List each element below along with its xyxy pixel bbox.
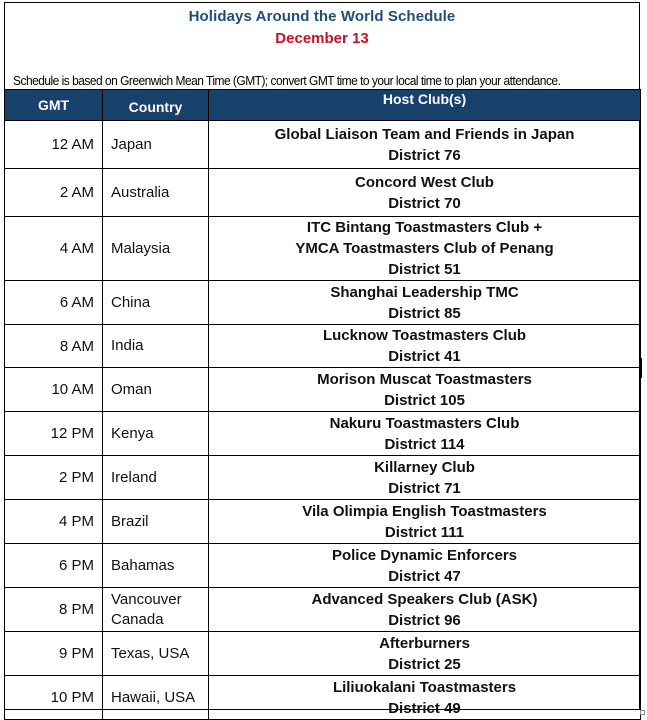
gmt-time-cell: 4 AM: [5, 217, 103, 281]
table-row: [5, 544, 641, 588]
country-cell: [103, 412, 209, 456]
country-name: Japan: [111, 135, 152, 153]
country-name: Oman: [111, 380, 152, 398]
host-club-name: Police Dynamic Enforcers: [331, 546, 518, 564]
gmt-time-cell: 12 PM: [5, 412, 103, 456]
district-label: District 70: [388, 194, 461, 212]
host-club-name: Killarney Club: [374, 458, 475, 476]
table-row: [5, 588, 641, 632]
country-cell: [103, 588, 209, 632]
country-name: Australia: [111, 183, 170, 201]
gmt-time-cell: 8 PM: [5, 588, 103, 632]
header-gmt: GMT: [5, 90, 103, 121]
host-club-cell: [209, 632, 641, 676]
table-row: [5, 456, 641, 500]
gmt-time-cell: 6 AM: [5, 281, 103, 325]
district-label: District 51: [388, 261, 461, 278]
host-club-cell: [209, 500, 641, 544]
host-club-name: YMCA Toastmasters Club of Penang: [295, 240, 554, 257]
schedule-date: December 13: [275, 30, 369, 47]
text-cursor: [641, 358, 642, 378]
host-club-cell: [209, 169, 641, 217]
schedule-table: [4, 89, 641, 720]
host-club-name: Advanced Speakers Club (ASK): [311, 590, 538, 608]
header-country: Country: [103, 90, 209, 121]
gmt-time-cell: 10 PM: [5, 676, 103, 720]
country-cell: [103, 456, 209, 500]
country-cell: [103, 217, 209, 281]
host-club-name: Vila Olimpia English Toastmasters: [302, 502, 547, 520]
table-row: [5, 169, 641, 217]
host-club-cell: [209, 281, 641, 325]
country-cell: [103, 281, 209, 325]
host-club-cell: [209, 121, 641, 169]
district-label: District 96: [388, 611, 461, 629]
district-label: District 47: [388, 567, 461, 585]
district-label: District 71: [388, 479, 461, 497]
gmt-time-cell: 2 PM: [5, 456, 103, 500]
table-row: [5, 412, 641, 456]
country-name: India: [111, 337, 144, 354]
resize-handle[interactable]: [640, 710, 645, 715]
host-club-cell: [209, 544, 641, 588]
gmt-time-cell: 9 PM: [5, 632, 103, 676]
table-row: [5, 217, 641, 281]
country-name: Brazil: [111, 512, 149, 530]
host-club-cell: [209, 217, 641, 281]
table-header-row: [5, 90, 641, 121]
district-label: District 41: [388, 348, 461, 365]
host-club-cell: [209, 588, 641, 632]
gmt-time-cell: 4 PM: [5, 500, 103, 544]
host-club-name: Global Liaison Team and Friends in Japan: [274, 125, 575, 143]
host-club-name: Shanghai Leadership TMC: [330, 283, 519, 301]
country-name: Texas, USA: [111, 644, 190, 662]
country-cell: [103, 676, 209, 720]
country-name: Canada: [111, 610, 164, 628]
gmt-time-cell: 10 AM: [5, 368, 103, 412]
host-club-name: Nakuru Toastmasters Club: [329, 414, 520, 432]
country-cell: [103, 544, 209, 588]
country-name: China: [111, 293, 151, 311]
host-club-cell: [209, 368, 641, 412]
table-row: [5, 632, 641, 676]
table-row: [5, 500, 641, 544]
table-row: [5, 325, 641, 368]
header-host-clubs: Host Club(s): [209, 90, 641, 121]
host-club-name: Lucknow Toastmasters Club: [322, 327, 527, 344]
country-name: Hawaii, USA: [111, 688, 196, 706]
district-label: District 85: [388, 304, 461, 322]
table-row: [5, 121, 641, 169]
country-name: Kenya: [111, 424, 154, 442]
host-club-name: Morison Muscat Toastmasters: [317, 370, 532, 388]
gmt-time-cell: 8 AM: [5, 325, 103, 368]
country-name: Malaysia: [111, 239, 171, 257]
district-label: District 25: [388, 655, 461, 673]
district-label: District 105: [384, 391, 465, 409]
table-row: [5, 281, 641, 325]
gmt-time-cell: 12 AM: [5, 121, 103, 169]
country-cell: [103, 368, 209, 412]
host-club-cell: [209, 456, 641, 500]
table-row: [5, 368, 641, 412]
country-cell: [103, 500, 209, 544]
host-club-name: Liliuokalani Toastmasters: [332, 678, 517, 696]
page-title: Holidays Around the World Schedule: [188, 8, 456, 25]
host-club-cell: [209, 676, 641, 720]
country-cell: [103, 121, 209, 169]
gmt-note: Schedule is based on Greenwich Mean Time (GMT); convert GMT time to your local time to plan your attendance.: [13, 73, 561, 88]
host-club-name: Concord West Club: [355, 173, 494, 191]
table-row: [5, 676, 641, 720]
country-name: Ireland: [111, 468, 157, 486]
host-club-cell: [209, 412, 641, 456]
district-label: District 114: [384, 435, 465, 453]
host-club-name: Afterburners: [379, 634, 470, 652]
host-club-name: ITC Bintang Toastmasters Club +: [306, 219, 543, 236]
country-name: Bahamas: [111, 556, 175, 574]
country-cell: [103, 632, 209, 676]
host-club-cell: [209, 325, 641, 368]
district-label: District 76: [388, 146, 461, 164]
country-name: Vancouver: [111, 590, 182, 608]
district-label: District 49: [388, 699, 461, 717]
gmt-time-cell: 6 PM: [5, 544, 103, 588]
country-cell: [103, 169, 209, 217]
gmt-time-cell: 2 AM: [5, 169, 103, 217]
country-cell: [103, 325, 209, 368]
district-label: District 111: [384, 523, 465, 541]
